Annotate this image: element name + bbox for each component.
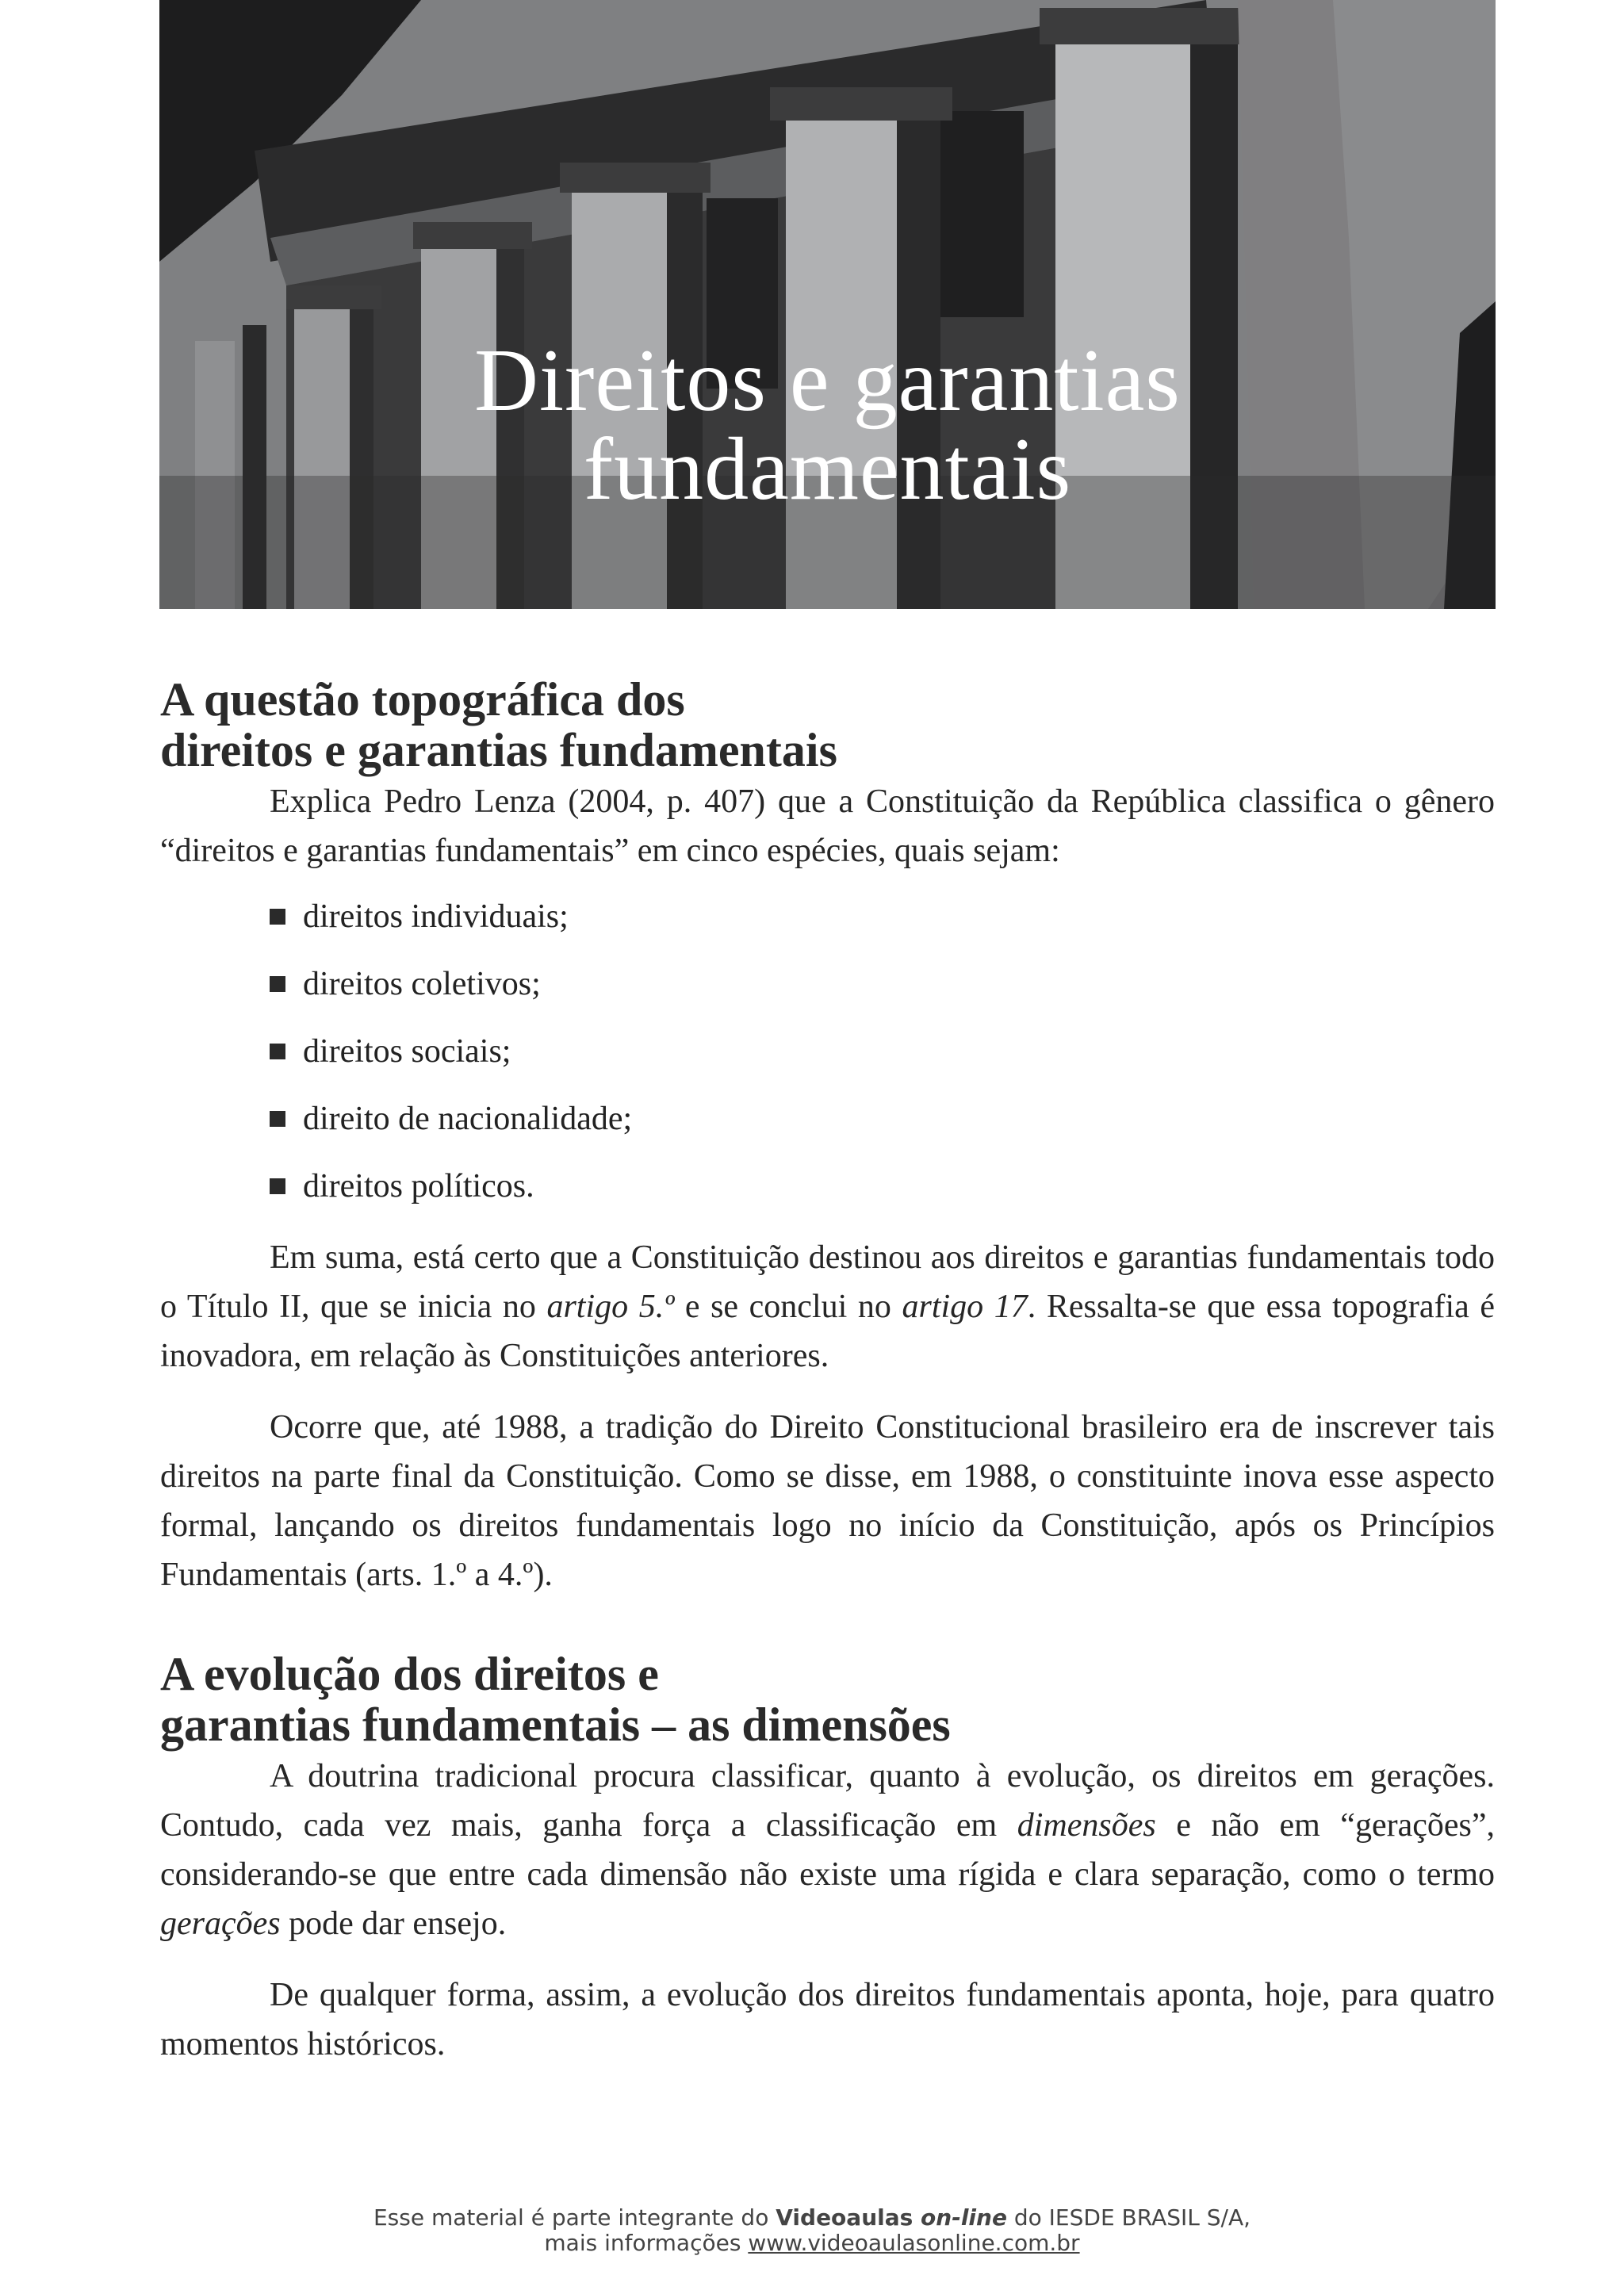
footer-brand-online: on-line [921,2204,1007,2231]
banner-title-line1: Direitos e garantias [474,331,1181,430]
list-item: direitos individuais; [270,892,1495,941]
banner-title [159,331,1496,519]
dimensoes-term: dimensões [1017,1807,1156,1844]
header-banner [159,0,1496,609]
article-5-reference: artigo 5.º [546,1289,675,1325]
article-17-reference: artigo 17 [902,1289,1028,1325]
section1-heading-line1: A questão topográfica dos [160,673,685,726]
footer-line2: mais informações www.videoaulasonline.com.br [544,2230,1080,2256]
section1-heading [160,674,1495,776]
website-link[interactable]: www.videoaulasonline.com.br [748,2230,1080,2256]
footer [0,2205,1624,2256]
banner-title-line2: fundamentais [583,420,1072,519]
section2-heading [160,1649,1495,1750]
square-bullet-icon [270,909,285,925]
square-bullet-icon [270,1178,285,1194]
section1-heading-line2: direitos e garantias fundamentais [160,724,837,776]
square-bullet-icon [270,976,285,992]
square-bullet-icon [270,1111,285,1127]
square-bullet-icon [270,1044,285,1059]
list-item: direitos sociais; [270,1027,1495,1076]
footer-brand: Videoaulas [776,2204,921,2231]
footer-line1: Esse material é parte integrante do Videoaulas on-line do IESDE BRASIL S/A, [373,2204,1251,2231]
main-content [160,674,1495,2069]
section2-paragraph-1: A doutrina tradicional procura classificar, quanto à evolução, os direitos em gerações. Contudo, cada vez mais, ganha força a classificação em dimensões e não em “gerações”, considerando-se que entre cada dimensão não existe uma rígida e clara separação, como o termo gerações pode dar ensejo. [160,1758,1495,1942]
section2-heading-line1: A evolução dos direitos e [160,1648,659,1700]
list-item: direitos coletivos; [270,959,1495,1009]
list-item: direitos políticos. [270,1162,1495,1211]
geracoes-term: gerações [160,1905,281,1942]
section2-heading-line2: garantias fundamentais – as dimensões [160,1699,951,1751]
list-item: direito de nacionalidade; [270,1094,1495,1143]
section2-paragraph-2: De qualquer forma, assim, a evolução dos direitos fundamentais aponta, hoje, para quatro momentos históricos. [160,1977,1495,2062]
section1-intro-paragraph: Explica Pedro Lenza (2004, p. 407) que a Constituição da República classifica o gênero “direitos e garantias fundamentais” em cinco espécies, quais sejam: [160,783,1495,869]
species-list [160,892,1495,1211]
section1-paragraph-2: Em suma, está certo que a Constituição destinou aos direitos e garantias fundamentais todo o Título II, que se inicia no artigo 5.º e se conclui no artigo 17. Ressalta-se que essa topografia é inovadora, em relação às Constituições anteriores. [160,1239,1496,1374]
section1-paragraph-3: Ocorre que, até 1988, a tradição do Direito Constitucional brasileiro era de inscrever tais direitos na parte final da Constituição. Como se disse, em 1988, o constituinte inova esse aspecto formal, lançando os direitos fundamentais logo no início da Constituição, após os Princípios Fundamentais (arts. 1.º a 4.º). [160,1409,1495,1593]
